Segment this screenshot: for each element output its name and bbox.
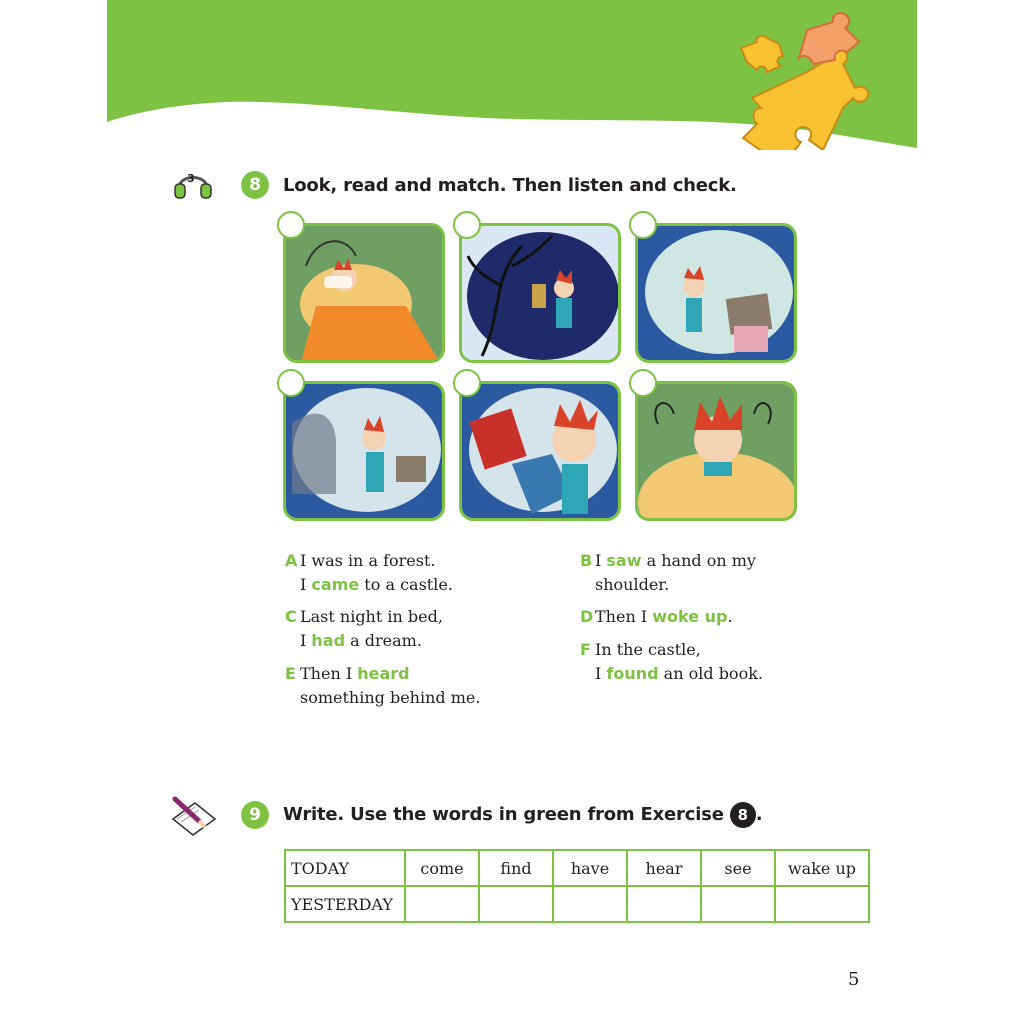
green-word: came xyxy=(311,575,360,594)
sentence-text: an old book. xyxy=(658,664,763,683)
answer-circle-4[interactable] xyxy=(277,369,305,397)
row-label-today: TODAY xyxy=(285,850,405,886)
sentence-text: Then I xyxy=(300,664,358,683)
page-number: 5 xyxy=(848,969,860,990)
sentence-text: something behind me. xyxy=(300,688,481,707)
sentence-f xyxy=(580,638,840,686)
exercise-reference-badge: 8 xyxy=(730,802,756,828)
sentence-letter: E xyxy=(285,664,296,683)
answer-circle-1[interactable] xyxy=(277,211,305,239)
table-row-yesterday xyxy=(285,886,869,922)
green-word: woke up xyxy=(652,607,728,626)
sentence-letter: B xyxy=(580,551,593,570)
sentence-e xyxy=(285,662,545,710)
answer-cell[interactable] xyxy=(405,886,479,922)
sentence-a xyxy=(285,549,545,597)
sentence-text: a dream. xyxy=(345,631,422,650)
audio-track-number: 3 xyxy=(187,172,195,185)
verb-cell: have xyxy=(553,850,627,886)
answer-circle-5[interactable] xyxy=(453,369,481,397)
answer-cell[interactable] xyxy=(775,886,869,922)
sentence-text: I xyxy=(595,664,607,683)
sentence-text: I was in a forest. xyxy=(300,551,436,570)
picture-panel-3 xyxy=(635,223,797,363)
picture-panel-4 xyxy=(283,381,445,521)
sentence-letter: F xyxy=(580,640,591,659)
verb-cell: come xyxy=(405,850,479,886)
answer-cell[interactable] xyxy=(701,886,775,922)
answer-cell[interactable] xyxy=(479,886,553,922)
exercise-instruction: Look, read and match. Then listen and check. xyxy=(283,174,737,196)
sentence-text: I xyxy=(300,631,312,650)
green-word: saw xyxy=(606,551,642,570)
verb-cell: find xyxy=(479,850,553,886)
picture-panel-5 xyxy=(459,381,621,521)
sentence-letter: A xyxy=(285,551,298,570)
exercise-8-heading xyxy=(241,171,737,199)
sentence-text: . xyxy=(727,607,733,626)
headphones-icon xyxy=(173,168,213,200)
instruction-suffix: . xyxy=(755,804,763,825)
exercise-number: 9 xyxy=(241,801,269,829)
picture-panel-2 xyxy=(459,223,621,363)
answer-circle-3[interactable] xyxy=(629,211,657,239)
picture-panel-1 xyxy=(283,223,445,363)
instruction-text: Write. Use the words in green from Exercise xyxy=(283,804,724,825)
sentence-d xyxy=(580,605,840,629)
header-banner xyxy=(107,0,917,150)
sentence-text: Then I xyxy=(595,607,653,626)
sentence-text: In the castle, xyxy=(595,640,701,659)
exercise-number: 8 xyxy=(241,171,269,199)
green-word: had xyxy=(311,631,346,650)
sentence-letter: D xyxy=(580,607,594,626)
sentence-text: Last night in bed, xyxy=(300,607,443,626)
pencil-notebook-icon xyxy=(169,795,217,837)
verb-cell: see xyxy=(701,850,775,886)
verb-table xyxy=(284,849,870,923)
sentence-text: a hand on my xyxy=(641,551,756,570)
sentence-b xyxy=(580,549,840,597)
workbook-page xyxy=(107,0,917,1024)
table-row-today xyxy=(285,850,869,886)
row-label-yesterday: YESTERDAY xyxy=(285,886,405,922)
green-word: heard xyxy=(357,664,410,683)
answer-circle-2[interactable] xyxy=(453,211,481,239)
sentence-text: I xyxy=(300,575,312,594)
exercise-instruction xyxy=(283,802,762,828)
sentence-text: shoulder. xyxy=(595,575,670,594)
sentence-text: to a castle. xyxy=(359,575,453,594)
answer-cell[interactable] xyxy=(553,886,627,922)
sentence-text: I xyxy=(595,551,607,570)
green-word: found xyxy=(606,664,659,683)
verb-cell: hear xyxy=(627,850,701,886)
sentence-c xyxy=(285,605,545,653)
exercise-9-heading xyxy=(241,801,762,829)
picture-grid xyxy=(283,211,803,523)
verb-cell: wake up xyxy=(775,850,869,886)
answer-circle-6[interactable] xyxy=(629,369,657,397)
picture-panel-6 xyxy=(635,381,797,521)
sentence-letter: C xyxy=(285,607,297,626)
answer-cell[interactable] xyxy=(627,886,701,922)
